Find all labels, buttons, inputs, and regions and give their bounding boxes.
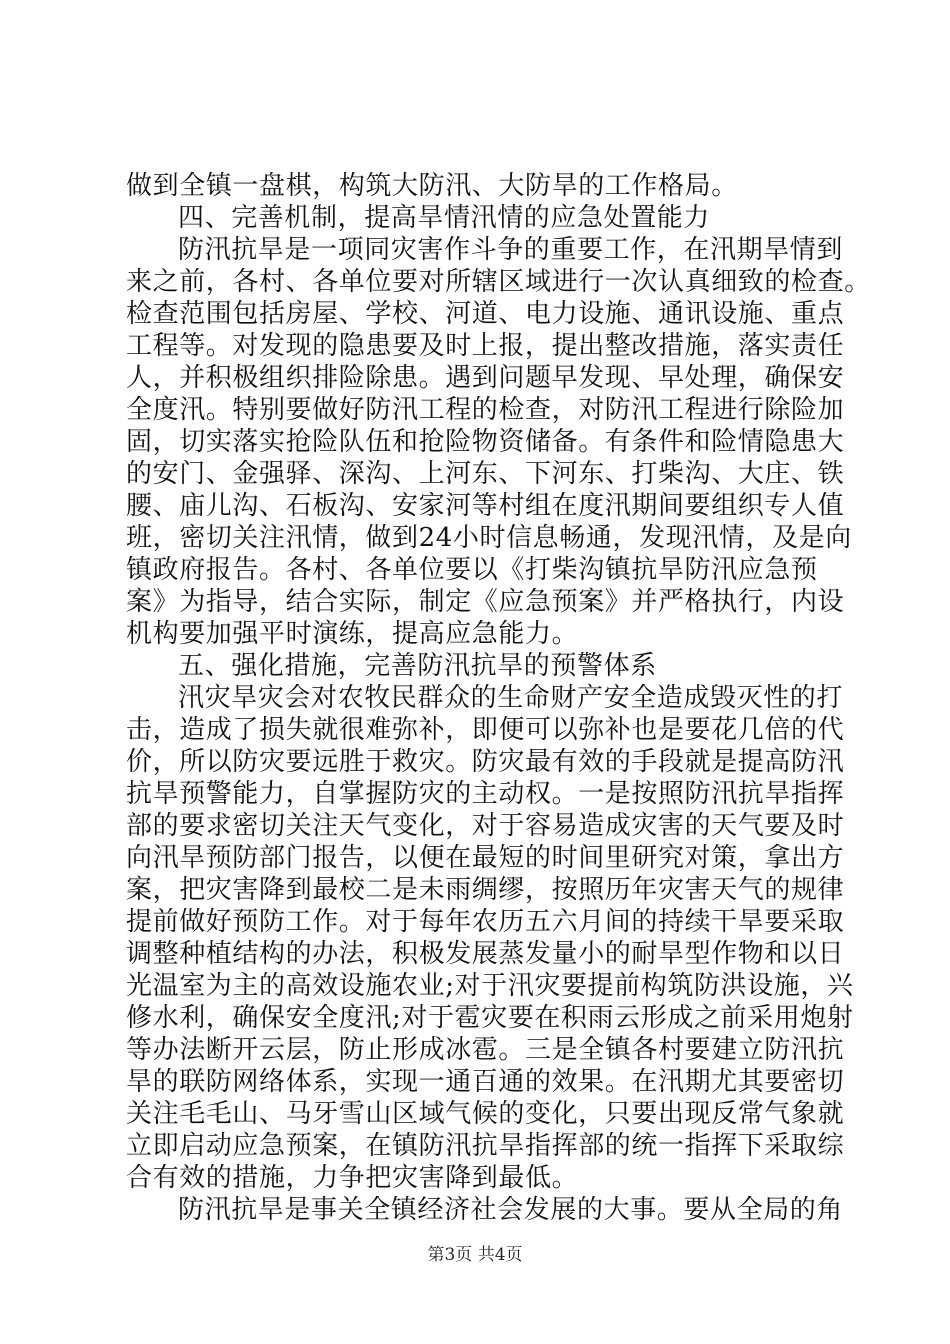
section-heading: 四、完善机制，提高旱情汛情的应急处置能力 bbox=[178, 203, 711, 233]
text-line: 案》为指导，结合实际，制定《应急预案》并严格执行，内设 bbox=[126, 587, 845, 617]
text-line: 镇政府报告。各村、各单位要以《打柴沟镇抗旱防汛应急预 bbox=[126, 555, 818, 585]
section-heading: 五、强化措施，完善防汛抗旱的预警体系 bbox=[178, 651, 657, 681]
text-line: 腰、庙儿沟、石板沟、安家河等村组在度汛期间要组织专人值 bbox=[126, 491, 845, 521]
text-line: 抗旱预警能力，自掌握防灾的主动权。一是按照防汛抗旱指挥 bbox=[126, 779, 845, 809]
text-line: 调整种植结构的办法，积极发展蒸发量小的耐旱型作物和以日 bbox=[126, 939, 845, 969]
page-number: 第3页 共4页 bbox=[427, 1245, 523, 1265]
text-line: 修水利，确保安全度汛;对于雹灾要在积雨云形成之前采用炮射 bbox=[126, 1003, 854, 1033]
text-line: 全度汛。特别要做好防汛工程的检查，对防汛工程进行除险加 bbox=[126, 395, 845, 425]
text-line: 来之前，各村、各单位要对所辖区域进行一次认真细致的检查。 bbox=[126, 267, 871, 297]
text-line: 向汛旱预防部门报告，以便在最短的时间里研究对策，拿出方 bbox=[126, 843, 845, 873]
text-line: 人，并积极组织排险除患。遇到问题早发现、早处理，确保安 bbox=[126, 363, 845, 393]
text-line: 做到全镇一盘棋，构筑大防汛、大防旱的工作格局。 bbox=[126, 171, 738, 201]
text-line: 汛灾旱灾会对农牧民群众的生命财产安全造成毁灭性的打 bbox=[178, 683, 844, 713]
text-line: 合有效的措施，力争把灾害降到最低。 bbox=[126, 1163, 579, 1193]
text-line: 防汛抗旱是事关全镇经济社会发展的大事。要从全局的角 bbox=[178, 1195, 844, 1225]
text-line: 关注毛毛山、马牙雪山区域气候的变化，只要出现反常气象就 bbox=[126, 1099, 845, 1129]
text-line: 机构要加强平时演练，提高应急能力。 bbox=[126, 619, 579, 649]
text-line: 击，造成了损失就很难弥补，即便可以弥补也是要花几倍的代 bbox=[126, 715, 845, 745]
text-line: 提前做好预防工作。对于每年农历五六月间的持续干旱要采取 bbox=[126, 907, 845, 937]
text-line: 工程等。对发现的隐患要及时上报，提出整改措施，落实责任 bbox=[126, 331, 845, 361]
text-line: 检查范围包括房屋、学校、河道、电力设施、通讯设施、重点 bbox=[126, 299, 845, 329]
text-line: 防汛抗旱是一项同灾害作斗争的重要工作，在汛期旱情到 bbox=[178, 235, 844, 265]
text-line: 光温室为主的高效设施农业;对于汛灾要提前构筑防洪设施，兴 bbox=[126, 971, 854, 1001]
text-line: 价，所以防灾要远胜于救灾。防灾最有效的手段就是提高防汛 bbox=[126, 747, 845, 777]
text-line: 案，把灾害降到最校二是未雨绸缪，按照历年灾害天气的规律 bbox=[126, 875, 845, 905]
text-line: 的安门、金强驿、深沟、上河东、下河东、打柴沟、大庄、铁 bbox=[126, 459, 845, 489]
text-line: 立即启动应急预案，在镇防汛抗旱指挥部的统一指挥下采取综 bbox=[126, 1131, 845, 1161]
text-line: 固，切实落实抢险队伍和抢险物资储备。有条件和险情隐患大 bbox=[126, 427, 845, 457]
text-line: 等办法断开云层，防止形成冰雹。三是全镇各村要建立防汛抗 bbox=[126, 1035, 845, 1065]
text-line: 班，密切关注汛情，做到24小时信息畅通，发现汛情，及是向 bbox=[126, 523, 852, 553]
text-line: 旱的联防网络体系，实现一通百通的效果。在汛期尤其要密切 bbox=[126, 1067, 845, 1097]
text-line: 部的要求密切关注天气变化，对于容易造成灾害的天气要及时 bbox=[126, 811, 845, 841]
